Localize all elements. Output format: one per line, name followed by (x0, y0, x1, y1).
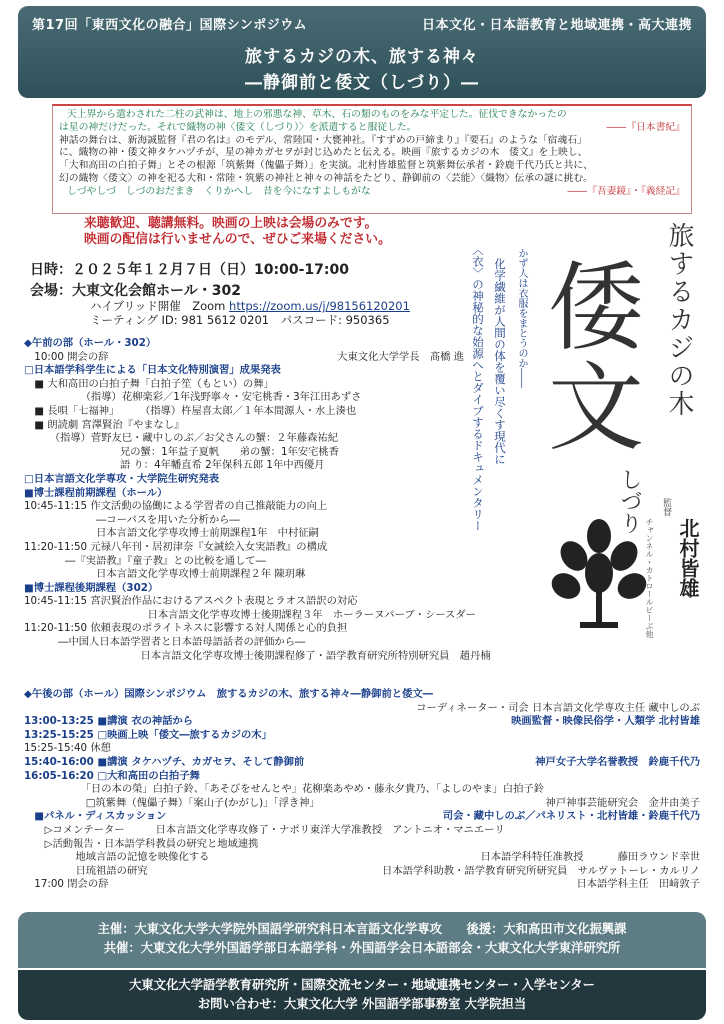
program-row (24, 419, 464, 433)
intro-line: 幻の織物〈倭文〉の神を祀る大和・常陸・筑紫の神社と神々の神話をたどり、静御前の〈芸能〉〈織物〉伝承の謎に挑む。 (59, 172, 593, 184)
program-text: 17:00 閉会の辞 (24, 878, 109, 891)
program-text: 日本言語文化学専攻博士後期課程３年 ホーラーヌパーブ・シースダー (24, 608, 476, 621)
welcome-line: 来聴歓迎、聴講無料。映画の上映は会場のみです。 (84, 216, 378, 231)
program-row (24, 595, 464, 609)
program-text: ■ 長唄「七福神」 （指導）杵屋喜太郎／１年本間源人・水上湊也 (24, 404, 357, 417)
header-banner (18, 6, 706, 98)
poster-director-label: 監督 (661, 498, 671, 516)
program-row (24, 702, 700, 716)
zoom-link[interactable]: https://zoom.us/j/98156120201 (229, 299, 410, 313)
program-row (24, 391, 464, 405)
program-right: 日本語学科助教・語学教育研究所研究員 サルヴァトーレ・カルリノ (382, 864, 700, 877)
program-row (24, 541, 464, 555)
program-right: 日本語学科特任准教授 藤田ラウンド幸世 (480, 851, 700, 864)
program-text: 10:00 開会の辞 (24, 350, 109, 363)
program-text: ■博士課程後期課程（302） (24, 581, 159, 594)
program-text: 11:20-11:50 依頼表現のポライトネスに影響する対人関係と心的負担 (24, 622, 348, 635)
leaf-crest-icon (544, 518, 654, 638)
event-info (30, 262, 349, 300)
program-text: 10:45-11:15 作文活動の協働による学習者の自己推敲能力の向上 (24, 500, 328, 513)
contact: お問い合わせ：大東文化大学 外国語学部事務室 大学院担当 (197, 997, 527, 1011)
program-row (24, 527, 464, 541)
poster-big-2: 文 (548, 352, 644, 464)
program-row (24, 473, 464, 487)
program-row (24, 432, 464, 446)
zoom-info (90, 299, 410, 327)
program-row (24, 622, 464, 636)
event-venue: 会場：大東文化会館ホール・302 (30, 283, 241, 299)
program-text: 13:00-13:25 ■講演 衣の神話から (24, 715, 194, 728)
program-row (24, 770, 700, 784)
program-text: ◆午後の部（ホール）国際シンポジウム 旅するカジの木、旅する神々―静御前と倭文― (24, 688, 433, 700)
program-text: ■博士課程前期課程（ホール） (24, 486, 168, 499)
program-row (24, 742, 700, 756)
co-organizer: 共催：大東文化大学外国語学部日本語学科・外国語学会日本語部会・大東文化大学東洋研究所 (103, 941, 621, 955)
program-text: 16:05-16:20 □大和高田の白拍子舞 (24, 769, 200, 782)
program-right: 映画監督・映像民俗学・人類学 北村皆雄 (511, 715, 700, 728)
program-text: 兄の蟹：1年益子夏帆 弟の蟹：1年安宅桃香 (24, 445, 339, 458)
poster-tagline: かず人は衣服をまとうのか―― (516, 248, 527, 388)
program-text: 語 り：4年幡直希 2年保科五郎 1年中西優月 (24, 459, 325, 472)
co-organizer-2: 大東文化大学語学教育研究所・国際交流センター・地域連携センター・入学センター (129, 978, 595, 992)
program-row (24, 688, 700, 702)
intro-line: は星の神だけだった。それで織物の神〈倭文（しづり）〉を派遣すると服従した。 (59, 121, 417, 133)
program-row (24, 824, 700, 838)
program-row (24, 446, 464, 460)
poster-tagline: 〈衣〉の神秘的な始源へとダイブするドキュメンタリー (471, 244, 485, 532)
film-poster (464, 218, 704, 638)
program-right: 神戸神事芸能研究会 金井由美子 (545, 796, 700, 809)
poster-big-1: 倭 (548, 252, 644, 364)
program-right: 司会・藏中しのぶ／パネリスト・北村皆雄・鈴鹿千代乃 (442, 810, 700, 823)
intro-box (52, 104, 692, 214)
program-right: コーディネーター・司会 日本言語文化学専攻主任 藏中しのぶ (416, 701, 700, 714)
program-row (24, 459, 464, 473)
contact-banner (18, 970, 706, 1020)
sub-title: ―静御前と倭文（しづり）― (245, 73, 479, 93)
program-row (24, 608, 476, 623)
poster-director-name: 北村皆雄 (676, 518, 700, 598)
program-text: ―コーパスを用いた分析から― (24, 513, 240, 526)
hybrid-label: ハイブリッド開催 Zoom (90, 299, 226, 313)
organizer-banner (18, 912, 706, 968)
intro-line: 神話の舞台は、新海誠監督『君の名は』のモデル、常陸国・大甕神社。『すずめの戸締まり』『要石』のような「宿魂石」 (59, 134, 587, 146)
poster-tagline: 化学繊維が人間の体を覆い尽くす現代に (493, 258, 507, 465)
conference-name: 第17回「東西文化の融合」国際シンポジウム (32, 18, 308, 33)
program-text: 13:25-15:25 □映画上映「倭文―旅するカジの木」 (24, 728, 272, 741)
program-row (24, 514, 464, 528)
poster-cast: チャンネル・カトロールビーぶ他 (645, 518, 654, 638)
program-text: 10:45-11:15 宮沢賢治作品におけるアスペクト表現とラオス語訳の対応 (24, 595, 358, 608)
collab-name: 日本文化・日本語教育と地域連携・高大連携 (421, 18, 692, 33)
program-text: ▷コメンテーター 日本言語文化学専攻修了・ナポリ東洋大学准教授 アントニオ・マニエーリ (24, 823, 505, 836)
event-date: 日時：２０２５年１２月７日（日）10:00-17:00 (30, 262, 349, 278)
welcome-line: 映画の配信は行いませんので、ぜひご来場ください。 (84, 232, 391, 247)
meeting-id: ミーティング ID: 981 5612 0201 パスコード: 950365 (90, 313, 390, 327)
program-row (24, 487, 464, 501)
program-row (24, 582, 464, 596)
program-row (24, 378, 464, 392)
program-text: 11:20-11:50 元禄八年刊・居初津奈『女誡絵入女実語教』の構成 (24, 540, 328, 553)
program-row (24, 797, 700, 811)
program-text: 地域言語の記憶を映像化する (24, 851, 210, 864)
intro-poem: しづやしづ しづのおだまき くりかへし 昔を今になすよしもがな (67, 185, 371, 197)
welcome-notice (84, 216, 391, 248)
program-row (24, 756, 700, 770)
program-text: □筑紫舞（傀儡子舞）「案山子(かがし)」「浮き神」 (24, 796, 320, 809)
program-text: 「日の本の榮」白拍子鈴、「あそびをせんとや」花柳楽あやめ・藤永夕貴乃、「よしのやま」白拍子鈴 (24, 783, 544, 796)
program-text: ◆午前の部（ホール・302） (24, 337, 157, 349)
program-row (24, 649, 491, 664)
program-text: □日本言語文化学専攻・大学院生研究発表 (24, 472, 220, 485)
program-text: （指導）菅野友巳・藏中しのぶ／お父さんの蟹：２年藤森祐紀 (24, 432, 339, 445)
program-row (24, 337, 464, 351)
program-text: 15:25-15:40 休憩 (24, 742, 111, 755)
program-row (24, 851, 700, 865)
poster-title-top: 旅するカジの木 (664, 222, 694, 418)
program-text: ■ 朗読劇 宮澤賢治『やまなし』 (24, 418, 185, 431)
program-text: ▷活動報告・日本語学科教員の研究と地域連携 (24, 837, 259, 850)
program-text: ■パネル・ディスカッション (24, 810, 167, 823)
program-right: 大東文化大学学長 髙橋 進 (337, 350, 464, 363)
program-row (24, 729, 700, 743)
intro-line: に、織物の神・倭文神タケハヅチが、星の神カガセヲが封じ込めたと伝える。映画『旅するカジの木 倭文』を上映し、 (59, 147, 588, 159)
intro-source: ――『吾妻鏡』・『義経記』 (567, 185, 685, 197)
program-text: 日本言語文化学専攻博士前期課程２年 陳玥琳 (24, 568, 306, 581)
main-title: 旅するカジの木、旅する神々 (245, 47, 479, 67)
program-text: □日本語学科学生による「日本文化特別演習」成果発表 (24, 364, 281, 377)
program-row (24, 838, 700, 852)
program-row (24, 878, 700, 892)
program-row (24, 500, 464, 514)
program-text: ―中国人日本語学習者と日本語母語話者の評価から― (24, 636, 306, 649)
program-row (24, 865, 700, 879)
intro-line: 「大和高田の白拍子舞」とその根源「筑紫舞（傀儡子舞）」を実演。北村皆雄監督と筑紫舞伝承者・鈴鹿千代乃氏と共に、 (59, 160, 593, 172)
program-row (24, 364, 464, 378)
poster-ruby: しづり (617, 468, 642, 534)
program-text: 日本言語文化学専攻博士後期課程修了・語学教育研究所特別研究員 趙丹楠 (24, 649, 491, 662)
program-text: （指導）花柳楽彩／1年浅野寧々・安宅桃香・3年江田あずさ (24, 391, 362, 404)
intro-source: ――『日本書紀』 (606, 121, 685, 133)
program-text: 日本言語文化学専攻博士前期課程1年 中村征嗣 (24, 527, 319, 540)
program-row (24, 351, 464, 365)
intro-line: 天上界から遣わされた二柱の武神は、地上の邪悪な神、草木、石の類のものをみな平定した。征伐できなかったの (67, 109, 567, 120)
program-right: 神戸女子大学名誉教授 鈴鹿千代乃 (535, 755, 700, 768)
program-text: 15:40-16:00 ■講演 タケハヅチ、カガセヲ、そして静御前 (24, 755, 305, 768)
program-row (24, 810, 700, 824)
program-right: 日本語学科主任 田﨑敦子 (576, 878, 700, 891)
program-text: ―『実語教』『童子教』との比較を通して― (24, 554, 266, 567)
program-row (24, 715, 700, 729)
program-text: 日琉祖語の研究 (24, 864, 148, 877)
organizer: 主催：大東文化大学大学院外国語学研究科日本言語文化学専攻 後援：大和高田市文化振興課 (97, 922, 627, 936)
program-row (24, 568, 464, 582)
program-row (24, 636, 464, 650)
program-text: ■ 大和高田の白拍子舞「白拍子笙（もとい）の舞」 (24, 377, 274, 390)
program-row (24, 555, 464, 569)
afternoon-program (24, 688, 700, 892)
program-row (24, 405, 464, 419)
program-row (24, 783, 700, 797)
